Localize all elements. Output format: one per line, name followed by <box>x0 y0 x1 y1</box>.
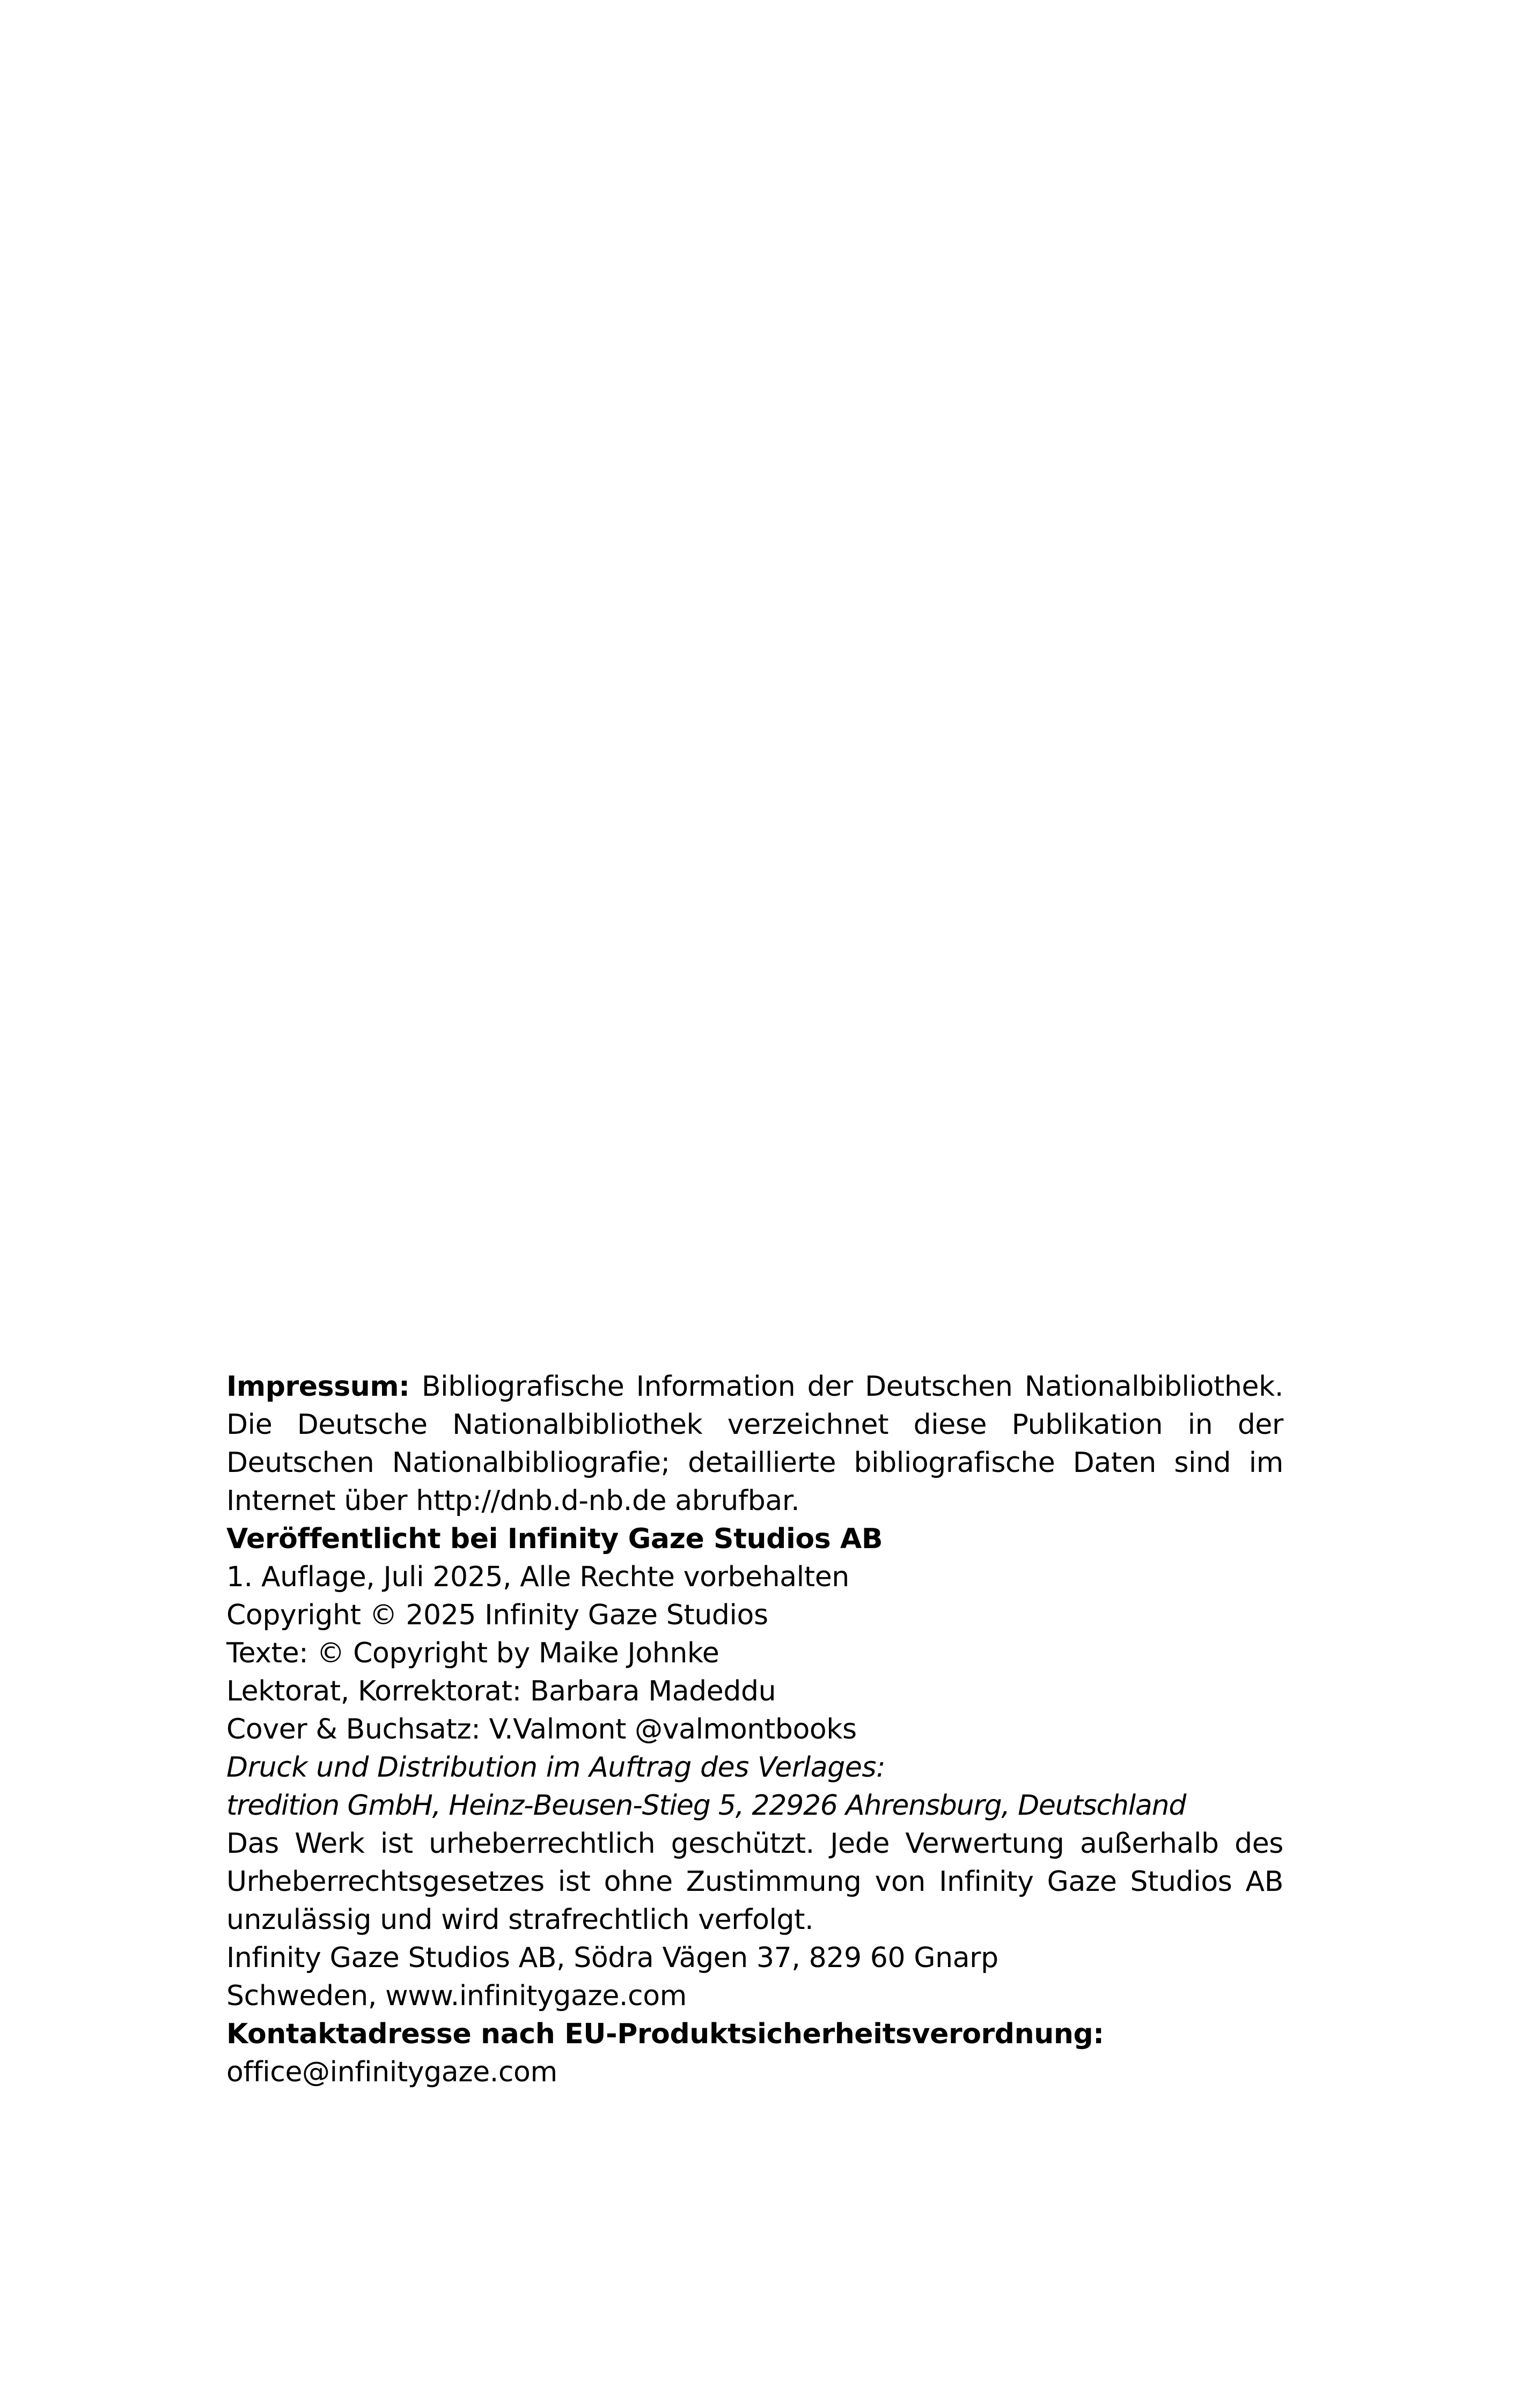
contact-email: office@infinitygaze.com <box>226 2056 557 2088</box>
distribution-line-2: tredition GmbH, Heinz-Beusen-Stieg 5, 22926 Ahrensburg, Deutschland <box>226 1790 1186 1822</box>
edition-line: 1. Auflage, Juli 2025, Alle Rechte vorbehalten <box>226 1561 849 1593</box>
editing-line: Lektorat, Korrektorat: Barbara Madeddu <box>226 1675 776 1707</box>
distribution-line-1: Druck und Distribution im Auftrag des Verlages: <box>226 1751 886 1784</box>
address-line-1: Infinity Gaze Studios AB, Södra Vägen 37, 829 60 Gnarp <box>226 1942 998 1974</box>
imprint-block <box>226 1368 1283 2092</box>
impressum-label: Impressum: <box>226 1371 410 1403</box>
impressum-paragraph <box>226 1368 1283 1520</box>
legal-paragraph: Das Werk ist urheberrechtlich geschützt. Jede Verwertung außerhalb des Urheberrechtsgesetzes ist ohne Zustimmung von Infinity Gaze Studios AB unzulässig und wird strafrechtlich verfolgt. <box>226 1828 1283 1936</box>
contact-label: Kontaktadresse nach EU-Produktsicherheitsverordnung: <box>226 2018 1104 2050</box>
cover-line: Cover & Buchsatz: V.Valmont @valmontbooks <box>226 1713 857 1746</box>
impressum-text: Bibliografische Information der Deutschen Nationalbibliothek. Die Deutsche Nationalbibliothek verzeichnet diese Publikation in der Deutschen Nationalbibliografie; detaillierte bibliografische Daten sind im Internet über http://dnb.d-nb.de abrufbar. <box>226 1371 1283 1517</box>
copyright-line: Copyright © 2025 Infinity Gaze Studios <box>226 1599 768 1631</box>
publisher-line: Veröffentlicht bei Infinity Gaze Studios AB <box>226 1523 883 1555</box>
texts-line: Texte: © Copyright by Maike Johnke <box>226 1637 719 1669</box>
address-line-2: Schweden, www.infinitygaze.com <box>226 1980 687 2012</box>
